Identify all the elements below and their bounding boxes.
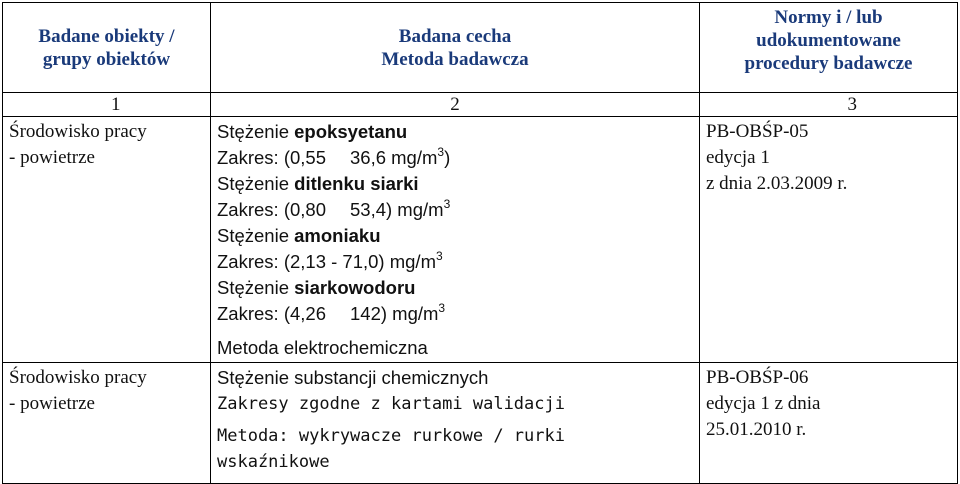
header-norms [700, 3, 958, 93]
feature-prefix: Stężenie [217, 173, 295, 194]
feature-line2: Zakresy zgodne z kartami walidacji [217, 394, 565, 414]
feature-cell [211, 363, 700, 484]
norm-cell [700, 363, 958, 484]
feature-substance: epoksyetanu [294, 121, 408, 142]
range-start: Zakres: (0,55 [217, 147, 326, 168]
norm-edition: edycja 1 z dnia [706, 393, 821, 414]
header-feature-line1: Badana cecha [398, 25, 512, 47]
header-norms-line1: Normy i / lub [774, 7, 883, 28]
method-label: Metoda elektrochemiczna [217, 337, 428, 358]
header-objects [3, 3, 211, 93]
feature-prefix: Stężenie [217, 121, 295, 142]
feature-prefix: Stężenie [217, 277, 295, 298]
range-end: 36,6 mg/m [350, 147, 438, 168]
object-line2: - powietrze [9, 147, 95, 168]
range-end: 142) mg/m [350, 303, 439, 324]
column-number-3: 3 [700, 93, 958, 117]
feature-concentration [217, 171, 693, 197]
range-start: Zakres: (2,13 - 71,0) mg/m [217, 251, 436, 272]
range-unit-exponent: 3 [435, 248, 443, 263]
header-norms-line3: procedury badawcze [744, 53, 913, 74]
range-unit-exponent: 3 [443, 196, 451, 211]
header-feature [211, 3, 700, 93]
table-row [3, 363, 958, 484]
norm-edition: edycja 1 [706, 147, 770, 168]
feature-concentration [217, 223, 693, 249]
feature-concentration [217, 275, 693, 301]
header-feature-line2: Metoda badawcza [381, 48, 529, 70]
feature-substance: amoniaku [294, 225, 381, 246]
column-number-row [3, 93, 958, 117]
header-objects-line1: Badane obiekty / [38, 25, 175, 47]
range-unit-exponent: 3 [437, 144, 445, 159]
object-line1: Środowisko pracy [9, 121, 147, 142]
header-row [3, 3, 958, 93]
method-line1: Metoda: wykrywacze rurkowe / rurki [217, 426, 565, 446]
norm-cell [700, 117, 958, 363]
feature-concentration [217, 119, 693, 145]
object-line2: - powietrze [9, 393, 95, 414]
feature-range [217, 249, 693, 275]
norm-code: PB-OBŚP-06 [706, 367, 809, 388]
range-suffix: ) [444, 147, 451, 168]
header-norms-line2: udokumentowane [756, 30, 901, 51]
norm-date: z dnia 2.03.2009 r. [706, 173, 848, 194]
feature-line1: Stężenie substancji chemicznych [217, 367, 489, 388]
range-start: Zakres: (0,80 [217, 199, 326, 220]
column-number-2: 2 [211, 93, 700, 117]
feature-range [217, 145, 693, 171]
column-number-1: 1 [3, 93, 211, 117]
range-start: Zakres: (4,26 [217, 303, 326, 324]
norm-date: 25.01.2010 r. [706, 419, 807, 440]
object-cell [3, 117, 211, 363]
method-line2: wskaźnikowe [217, 452, 330, 472]
feature-range [217, 197, 693, 223]
feature-cell [211, 117, 700, 363]
feature-prefix: Stężenie [217, 225, 295, 246]
feature-range [217, 301, 693, 327]
range-end: 53,4) mg/m [350, 199, 444, 220]
feature-substance: ditlenku siarki [294, 173, 419, 194]
norm-code: PB-OBŚP-05 [706, 121, 809, 142]
range-unit-exponent: 3 [438, 300, 446, 315]
table-row [3, 117, 958, 363]
scope-table [2, 2, 958, 484]
object-line1: Środowisko pracy [9, 367, 147, 388]
object-cell [3, 363, 211, 484]
feature-substance: siarkowodoru [294, 277, 416, 298]
header-objects-line2: grupy obiektów [42, 48, 171, 70]
